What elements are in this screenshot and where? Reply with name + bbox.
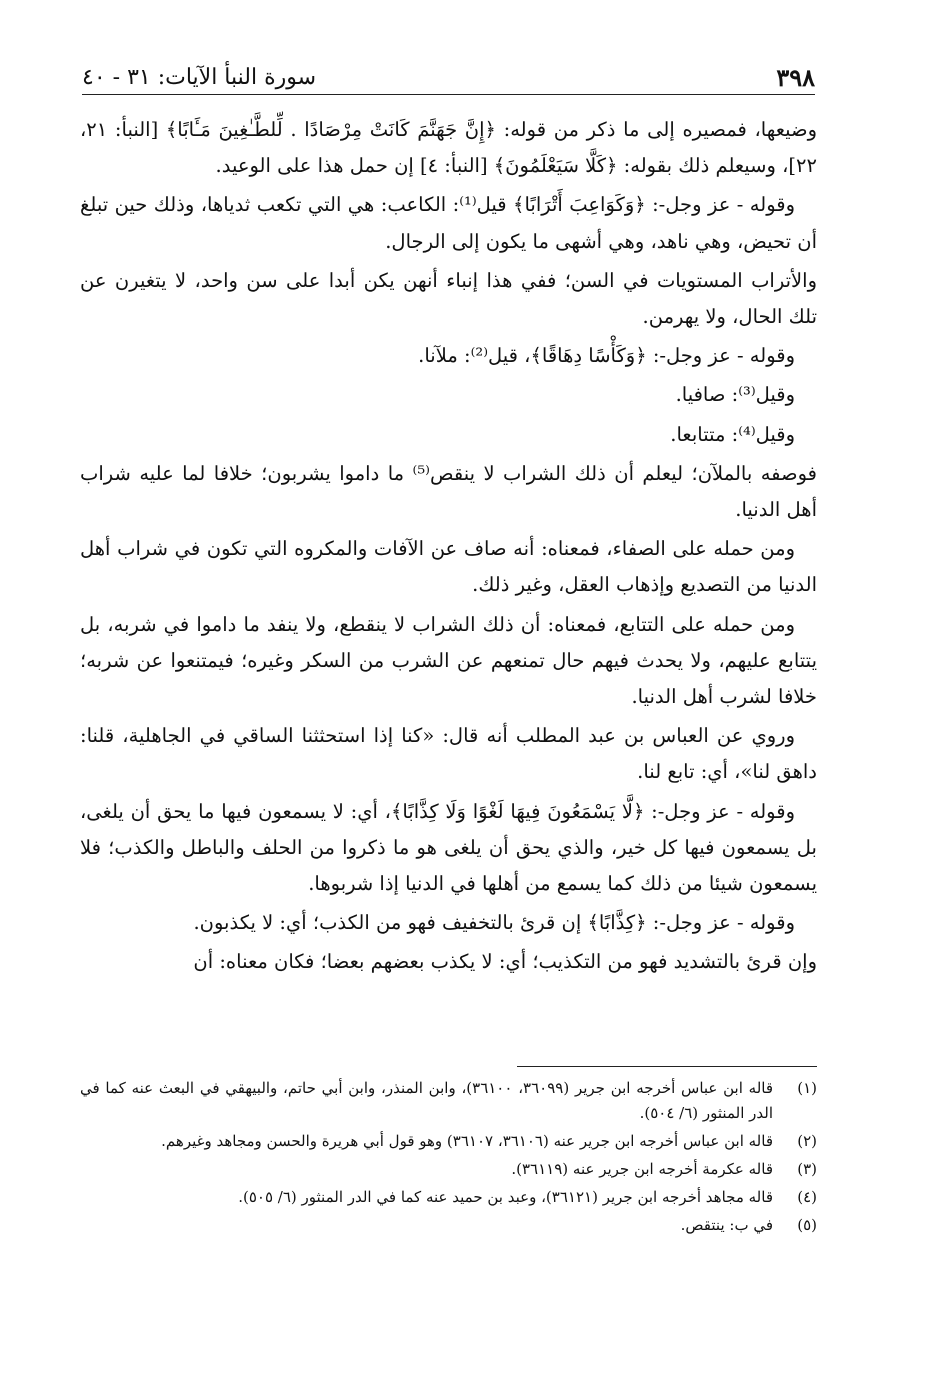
paragraph: وروي عن العباس بن عبد المطلب أنه قال: «كنا إذا استحثثنا الساقي في الجاهلية، قلنا: داهق لنا»، أي: تابع لنا. [80,724,817,784]
paragraph: وقوله - عز وجل-: ﴿كِذَّابًا﴾ إن قرئ بالتخفيف فهو من الكذب؛ أي: لا يكذبون. [193,911,795,935]
footnote [80,1076,817,1126]
footnote-divider [517,1066,817,1067]
footnote-text: قاله عكرمة أخرجه ابن جرير عنه (٣٦١١٩). [511,1160,773,1178]
paragraph: وضيعها، فمصيره إلى ما ذكر من قوله: ﴿إِنَّ جَهَنَّمَ كَانَتْ مِرْصَادًا . لِّلطَّـٰغِينَ مَـَٔابًا﴾ [النبأ: ٢١، ٢٢]، وسيعلم ذلك بقوله: ﴿كَلَّا سَيَعْلَمُونَ﴾ [النبأ: ٤] إن حمل هذا على الوعيد. [80,118,817,178]
paragraph: فوصفه بالملآن؛ ليعلم أن ذلك الشراب لا ينقص⁽⁵⁾ ما داموا يشربون؛ خلافا لما عليه شراب أهل الدنيا. [80,461,817,522]
paragraph: وقيل⁽³⁾: صافيا. [675,383,795,407]
footnote [80,1129,817,1154]
page-header [82,58,815,95]
footnote-text: قاله مجاهد أخرجه ابن جرير (٣٦١٢١)، وعبد بن حميد عنه كما في الدر المنثور (٦/ ٥٠٥). [238,1188,773,1206]
footnote [80,1185,817,1210]
footnote-number: (١) [797,1079,817,1097]
paragraph: وقوله - عز وجل-: ﴿لَّا يَسْمَعُونَ فِيهَا لَغْوًا وَلَا كِذَّابًا﴾، أي: لا يسمعون فيها ما يحق أن يلغى، بل يسمعون فيها كل خير، والذي يحق أن يلغى هو ما ذكروا من الحلف والباطل والكذب؛ فلا يسمعون شيئا من ذلك كما يسمع من أهلها في الدنيا إذا شربوها. [80,799,817,896]
footnote [80,1213,817,1238]
footnote-number: (٢) [797,1132,817,1150]
paragraph: والأتراب المستويات في السن؛ ففي هذا إنباء أنهن يكن أبدا على سن واحد، لا يتغيرن عن تلك الحال، ولا يهرمن. [80,268,817,329]
main-text [80,112,817,984]
page-number: ٣٩٨ [776,63,815,92]
paragraph: ومن حمله على الصفاء، فمعناه: أنه صاف عن الآفات والمكروه التي تكون في شراب أهل الدنيا من التصديع وإذهاب العقل، وغير ذلك. [80,537,817,597]
surah-title: سورة النبأ الآيات: ٣١ - ٤٠ [82,65,317,90]
footnote-number: (٤) [797,1188,817,1206]
footnotes [80,1076,817,1241]
footnote-text: في ب: ينتقص. [680,1216,773,1234]
footnote-number: (٣) [797,1160,817,1178]
paragraph: وقوله - عز وجل-: ﴿وَكَوَاعِبَ أَتْرَابًا﴾ قيل⁽¹⁾: الكاعب: هي التي تكعب ثدياها، وذلك حين تبلغ أن تحيض، وهي ناهد، وهي أشهى ما يكون إلى الرجال. [80,193,817,253]
paragraph: ومن حمله على التتابع، فمعناه: أن ذلك الشراب لا ينقطع، ولا ينفد ما داموا في شربه، بل يتتابع عليهم، ولا يحدث فيهم حال تمنعهم عن الشرب من السكر وغيره؛ فيمتنعوا عن شربه؛ خلافا لشرب أهل الدنيا. [80,612,817,709]
paragraph: وإن قرئ بالتشديد فهو من التكذيب؛ أي: لا يكذب بعضهم بعضا؛ فكان معناه: أن [193,950,817,974]
paragraph: وقوله - عز وجل-: ﴿وَكَأْسًا دِهَاقًا﴾، قيل⁽²⁾: ملآنا. [418,344,795,368]
footnote-number: (٥) [797,1216,817,1234]
paragraph: وقيل⁽⁴⁾: متتابعا. [670,422,795,446]
footnote-text: قاله ابن عباس أخرجه ابن جرير عنه (٣٦١٠٦، ٣٦١٠٧) وهو قول أبي هريرة والحسن ومجاهد وغيرهم. [161,1132,773,1150]
footnote-text: قاله ابن عباس أخرجه ابن جرير (٣٦٠٩٩، ٣٦١٠٠)، وابن المنذر، وابن أبي حاتم، والبيهقي في البعث عنه كما في الدر المنثور (٦/ ٥٠٤). [80,1079,774,1122]
footnote [80,1157,817,1182]
